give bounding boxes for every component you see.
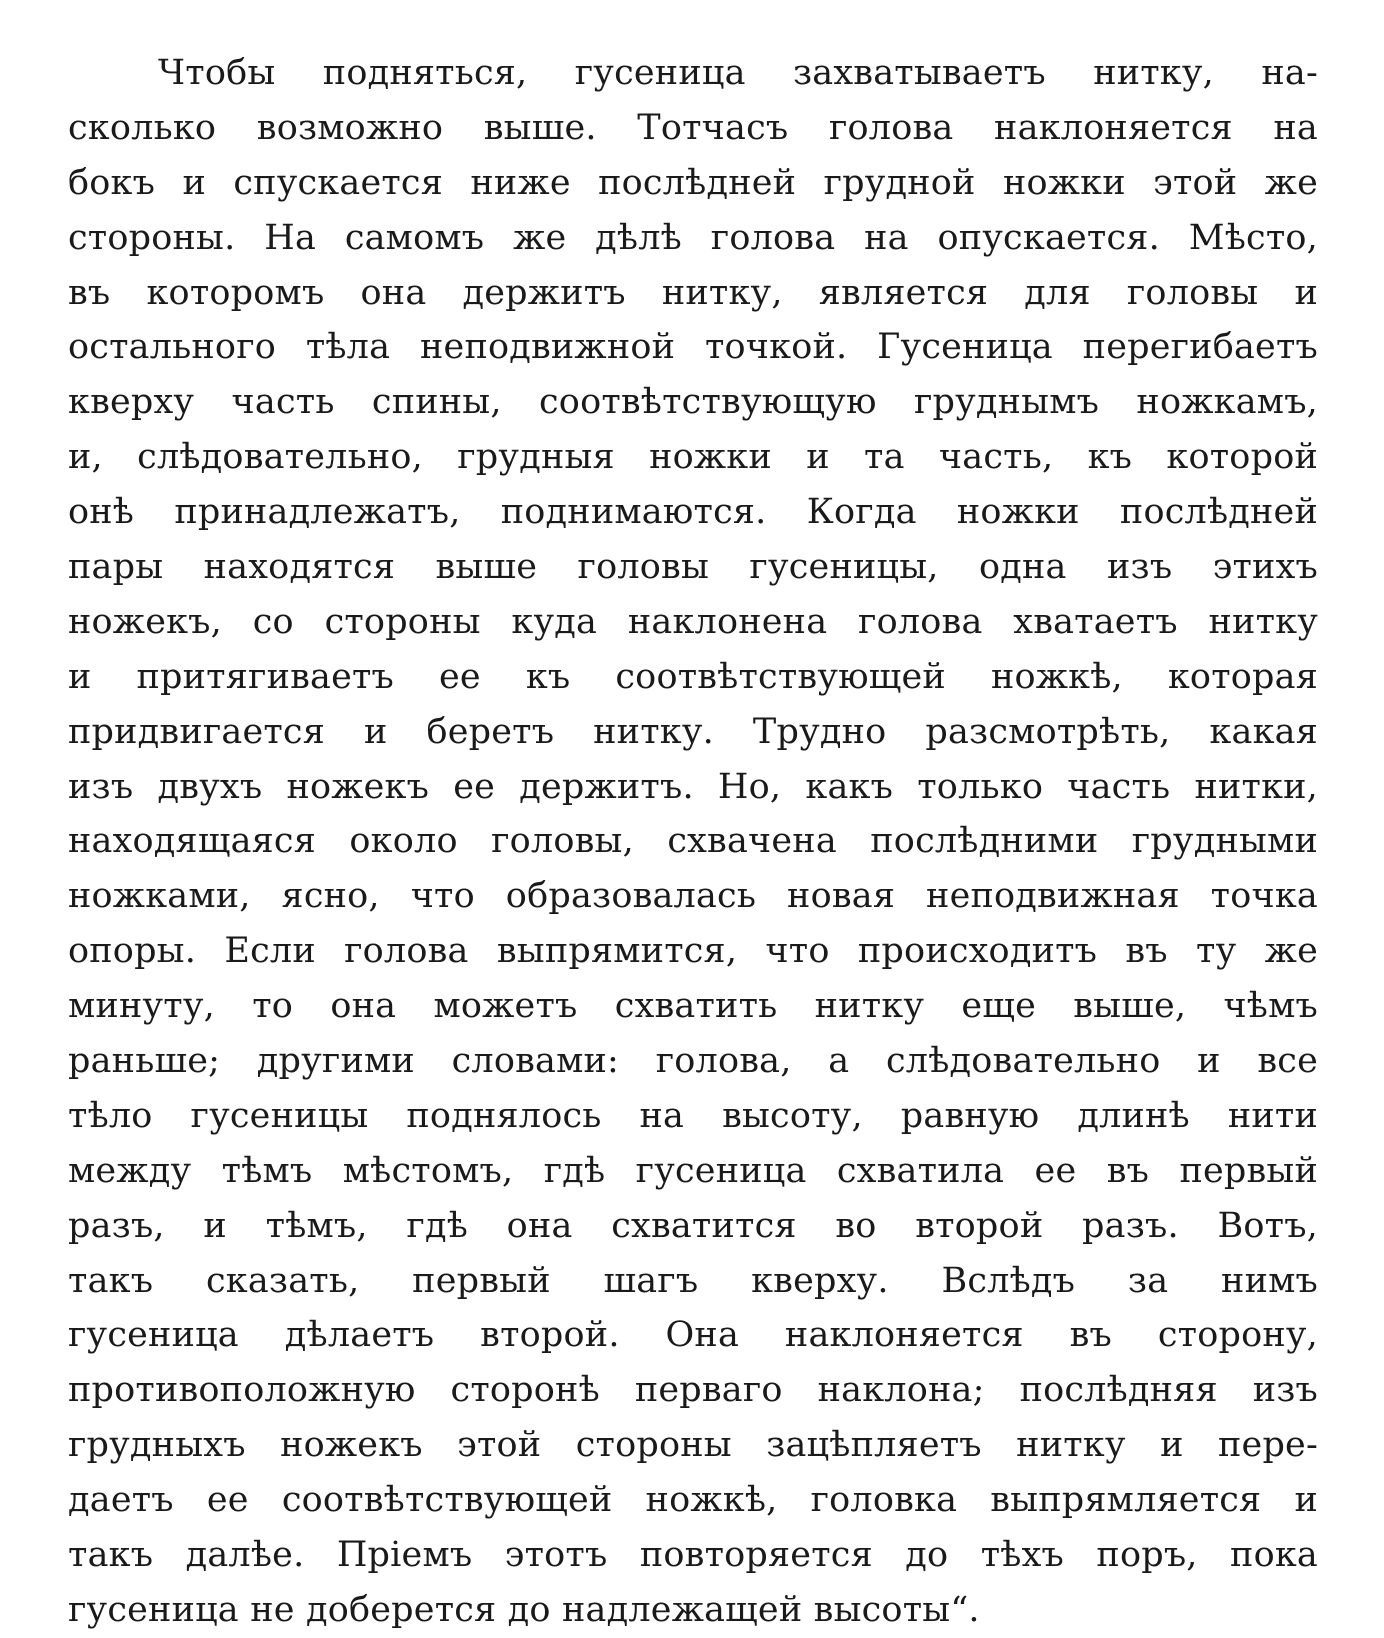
text-line: бокъ и спускается ниже послѣдней грудной ножки этой же (68, 162, 1318, 203)
text-line: и притягиваетъ ее къ соотвѣтствующей ножкѣ, которая (68, 656, 1318, 697)
paragraph (68, 46, 1318, 1638)
text-line: находящаяся около головы, схвачена послѣдними грудными (68, 821, 1318, 862)
text-line: въ которомъ она держитъ нитку, является для головы и (68, 272, 1318, 313)
text-line: придвигается и беретъ нитку. Трудно разсмотрѣть, какая (68, 711, 1318, 752)
text-line: между тѣмъ мѣстомъ, гдѣ гусеница схватила ее въ первый (68, 1150, 1318, 1191)
text-line: гусеница не доберется до надлежащей высоты“. (68, 1589, 980, 1630)
text-line: кверху часть спины, соотвѣтствующую груднымъ ножкамъ, (68, 382, 1318, 423)
text-line: изъ двухъ ножекъ ее держитъ. Но, какъ только часть нитки, (68, 766, 1318, 807)
text-line: тѣло гусеницы поднялось на высоту, равную длинѣ нити (68, 1095, 1318, 1136)
text-line: ножками, ясно, что образовалась новая неподвижная точка (68, 876, 1318, 917)
text-line: опоры. Если голова выпрямится, что происходитъ въ ту же (68, 931, 1318, 972)
text-line: такъ далѣе. Пріемъ этотъ повторяется до тѣхъ поръ, пока (68, 1535, 1318, 1576)
text-line: противоположную сторонѣ перваго наклона; послѣдняя изъ (68, 1370, 1318, 1411)
text-line: и, слѣдовательно, грудныя ножки и та часть, къ которой (68, 437, 1318, 478)
text-line: онѣ принадлежатъ, поднимаются. Когда ножки послѣдней (68, 492, 1318, 533)
text-line: стороны. На самомъ же дѣлѣ голова на опускается. Мѣсто, (68, 217, 1318, 258)
text-line: такъ сказать, первый шагъ кверху. Вслѣдъ за нимъ (68, 1260, 1318, 1301)
text-line: гусеница дѣлаетъ второй. Она наклоняется въ сторону, (68, 1315, 1318, 1356)
text-line: остального тѣла неподвижной точкой. Гусеница перегибаетъ (68, 327, 1318, 368)
text-line: минуту, то она можетъ схватить нитку еще выше, чѣмъ (68, 986, 1318, 1027)
text-line: даетъ ее соотвѣтствующей ножкѣ, головка выпрямляется и (68, 1480, 1318, 1521)
text-line: пары находятся выше головы гусеницы, одна изъ этихъ (68, 547, 1318, 588)
text-line: разъ, и тѣмъ, гдѣ она схватится во второй разъ. Вотъ, (68, 1205, 1318, 1246)
text-line: Чтобы подняться, гусеница захватываетъ нитку, на- (158, 53, 1318, 93)
text-line: ножекъ, со стороны куда наклонена голова хватаетъ нитку (68, 601, 1318, 642)
text-line: раньше; другими словами: голова, а слѣдовательно и все (68, 1041, 1318, 1082)
text-line: сколько возможно выше. Тотчасъ голова наклоняется на (68, 107, 1318, 148)
text-line: грудныхъ ножекъ этой стороны зацѣпляетъ нитку и пере- (68, 1425, 1318, 1466)
